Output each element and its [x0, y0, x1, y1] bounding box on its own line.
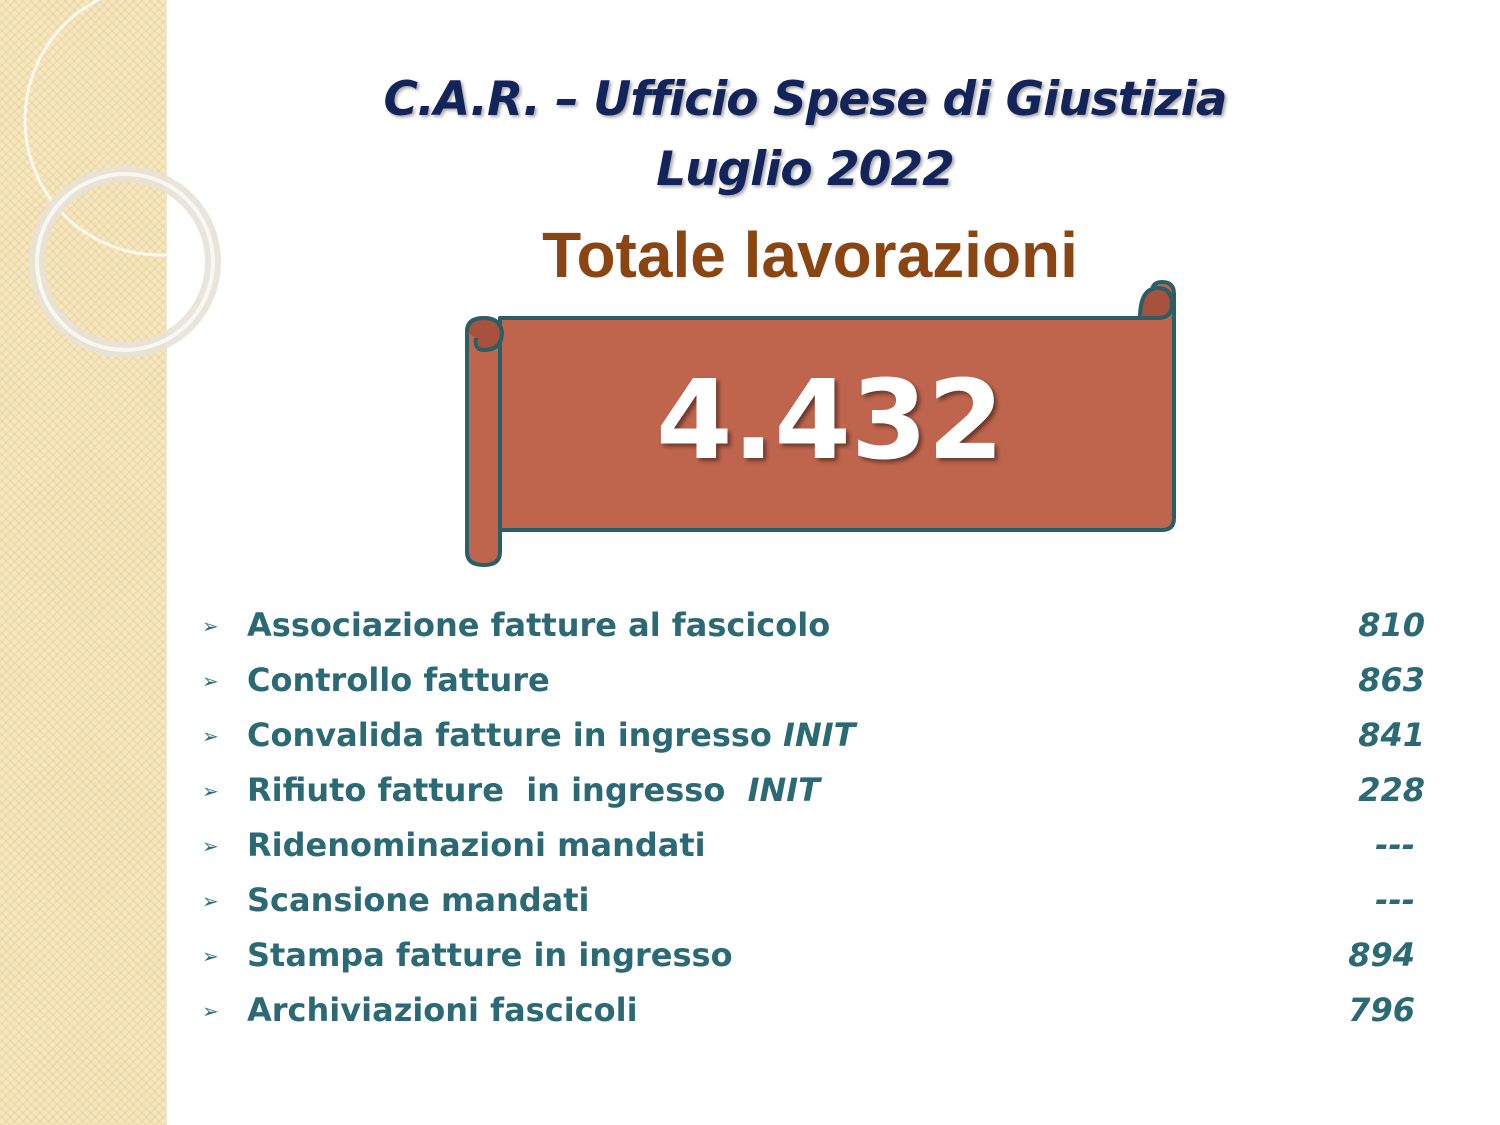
item-label: Ridenominazioni mandati: [247, 826, 706, 864]
item-value: 796: [1348, 991, 1415, 1029]
list-item: [200, 710, 1425, 765]
list-item: [200, 985, 1415, 1040]
list-item: [200, 765, 1425, 820]
arrowhead-bullet-icon: ➢: [202, 669, 219, 693]
decorative-rings: [0, 0, 260, 420]
item-label: Stampa fatture in ingresso: [247, 936, 733, 974]
item-value: 894: [1348, 936, 1415, 974]
total-value: 4.432: [656, 356, 1004, 484]
arrowhead-bullet-icon: ➢: [202, 889, 219, 913]
section-heading: Totale lavorazioni: [542, 219, 1078, 291]
page-title: C.A.R. – Ufficio Spese di Giustizia: [383, 72, 1227, 127]
item-value: ---: [1375, 881, 1415, 919]
list-item: [200, 820, 1415, 875]
item-value: 228: [1358, 771, 1425, 809]
item-value: ---: [1375, 826, 1415, 864]
arrowhead-bullet-icon: ➢: [202, 724, 219, 748]
item-label: Convalida fatture in ingresso INIT: [247, 716, 856, 754]
item-label: Rifiuto fatture in ingresso INIT: [247, 771, 820, 809]
arrowhead-bullet-icon: ➢: [202, 999, 219, 1023]
page-title-period: Luglio 2022: [656, 142, 954, 197]
activity-list: [200, 600, 1425, 1040]
item-value: 863: [1358, 661, 1425, 699]
arrowhead-bullet-icon: ➢: [202, 834, 219, 858]
list-item: [200, 655, 1425, 710]
list-item: [200, 930, 1415, 985]
list-item: [200, 875, 1415, 930]
item-value: 841: [1358, 716, 1425, 754]
arrowhead-bullet-icon: ➢: [202, 779, 219, 803]
item-label: Scansione mandati: [247, 881, 590, 919]
item-label-italic: INIT: [783, 716, 856, 754]
item-label: Associazione fatture al fascicolo: [247, 606, 831, 644]
item-value: 810: [1358, 606, 1425, 644]
item-label: Controllo fatture: [247, 661, 550, 699]
item-label-italic: INIT: [747, 771, 820, 809]
item-label: Archiviazioni fascicoli: [247, 991, 638, 1029]
list-item: [200, 600, 1425, 655]
arrowhead-bullet-icon: ➢: [202, 614, 219, 638]
arrowhead-bullet-icon: ➢: [202, 944, 219, 968]
